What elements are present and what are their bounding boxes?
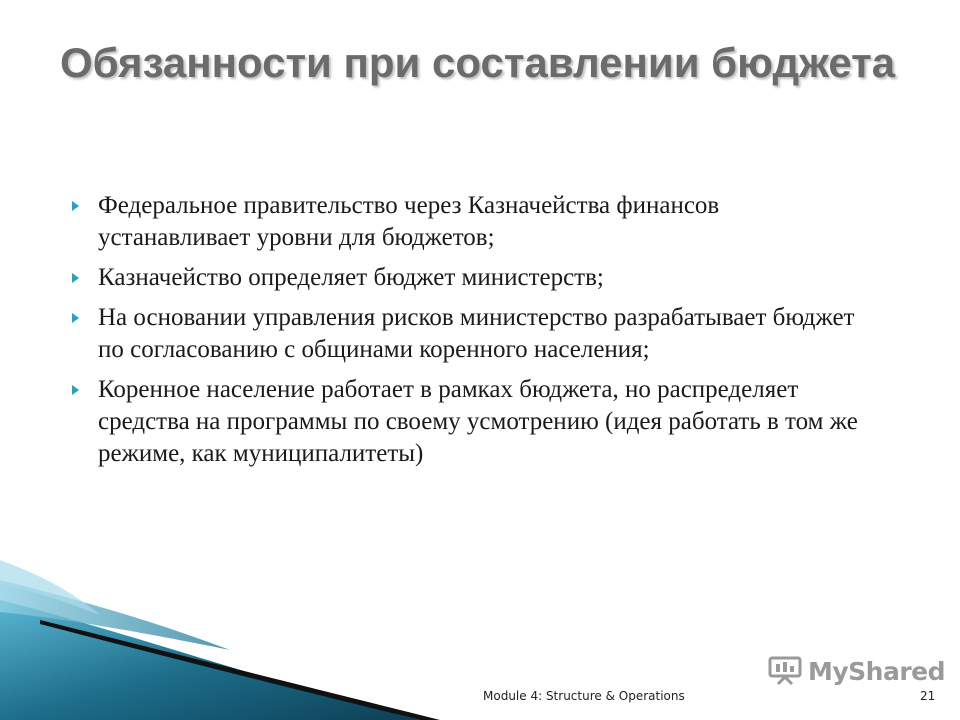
- watermark-text: MyShared: [808, 656, 946, 686]
- bullet-text: Коренное население работает в рамках бюджета, но распределяет средства на программы по своему усмотрению (идея работать в том же режиме, как муниципалитеты): [98, 376, 858, 467]
- bullet-item: [72, 302, 862, 366]
- bullet-text: Федеральное правительство через Казначейства финансов устанавливает уровни для бюджетов;: [98, 192, 720, 251]
- decorative-wave: [0, 560, 960, 720]
- bullet-text: На основании управления рисков министерство разрабатывает бюджет по согласованию с общинами коренного населения;: [98, 304, 855, 363]
- bullet-arrow-icon: [72, 273, 79, 283]
- slide-title: Обязанности при составлении бюджета: [60, 39, 896, 86]
- bullet-item: [72, 190, 862, 254]
- watermark: [768, 656, 945, 686]
- footer-text: Module 4: Structure & Operations: [483, 689, 685, 703]
- bullet-arrow-icon: [72, 313, 79, 323]
- bullet-arrow-icon: [72, 385, 79, 395]
- bullet-item: [72, 374, 862, 470]
- presentation-icon: [768, 656, 802, 686]
- bullet-arrow-icon: [72, 201, 79, 211]
- bullet-item: [72, 262, 862, 294]
- bullet-list: [72, 190, 862, 478]
- bullet-text: Казначейство определяет бюджет министерств;: [98, 264, 604, 291]
- page-number: 21: [920, 689, 936, 703]
